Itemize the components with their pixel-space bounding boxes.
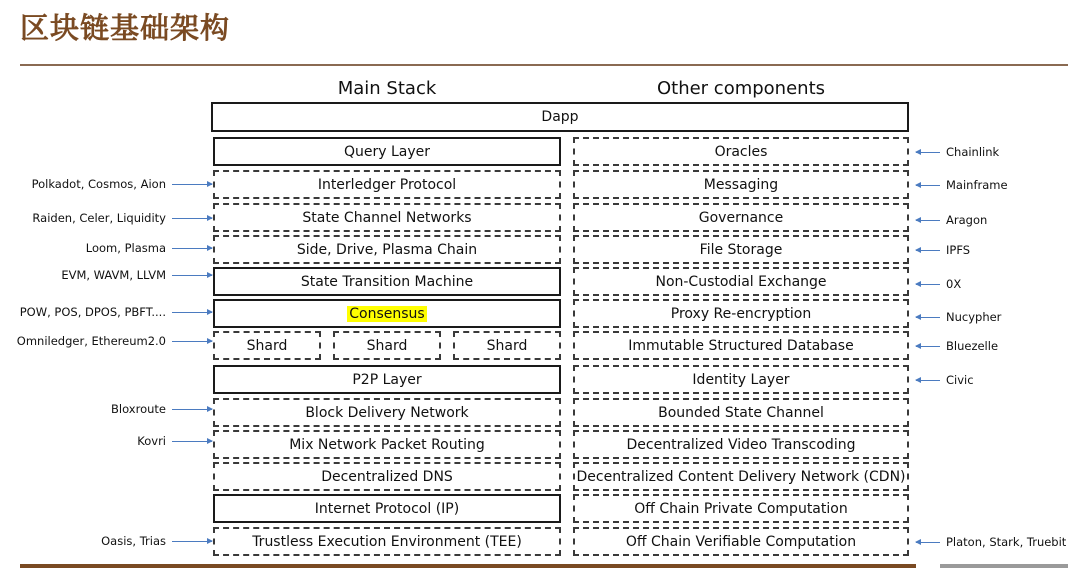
annotation-text: Polkadot, Cosmos, Aion bbox=[31, 177, 166, 191]
arrow-right-icon bbox=[172, 441, 212, 442]
main-stack-layer: Decentralized DNS bbox=[213, 462, 561, 491]
other-components-header: Other components bbox=[656, 78, 826, 99]
main-stack-layer: Interledger Protocol bbox=[213, 170, 561, 199]
annotation-text: POW, POS, DPOS, PBFT.... bbox=[19, 305, 166, 319]
annotation-text: 0X bbox=[946, 277, 962, 291]
component-box: Proxy Re-encryption bbox=[573, 299, 909, 328]
arrow-left-icon bbox=[916, 542, 940, 543]
project-annotation bbox=[0, 402, 212, 416]
component-box: Immutable Structured Database bbox=[573, 331, 909, 360]
annotation-text: Bluezelle bbox=[946, 339, 999, 353]
component-box: Off Chain Private Computation bbox=[573, 494, 909, 523]
component-box: Identity Layer bbox=[573, 365, 909, 394]
project-annotation bbox=[0, 305, 212, 319]
component-box: Messaging bbox=[573, 170, 909, 199]
project-annotation bbox=[0, 241, 212, 255]
annotation-text: Omniledger, Ethereum2.0 bbox=[16, 334, 166, 348]
annotation-text: Nucypher bbox=[946, 310, 1002, 324]
main-stack-layer: Side, Drive, Plasma Chain bbox=[213, 235, 561, 264]
bottom-divider bbox=[20, 564, 916, 568]
annotation-text: Kovri bbox=[137, 434, 166, 448]
component-box: Decentralized Content Delivery Network (CDN) bbox=[573, 462, 909, 491]
project-annotation bbox=[916, 213, 987, 227]
arrow-right-icon bbox=[172, 341, 212, 342]
project-annotation bbox=[916, 339, 998, 353]
page-title: 区块链基础架构 bbox=[20, 11, 231, 45]
annotation-text: EVM, WAVM, LLVM bbox=[61, 268, 166, 282]
arrow-right-icon bbox=[172, 275, 212, 276]
annotation-text: Aragon bbox=[946, 213, 988, 227]
main-stack-layer: Mix Network Packet Routing bbox=[213, 430, 561, 459]
project-annotation bbox=[0, 334, 212, 348]
main-stack-layer: Block Delivery Network bbox=[213, 398, 561, 427]
arrow-left-icon bbox=[916, 152, 940, 153]
project-annotation bbox=[916, 277, 961, 291]
title-divider bbox=[20, 64, 1068, 66]
annotation-text: Oasis, Trias bbox=[101, 534, 166, 548]
arrow-left-icon bbox=[916, 250, 940, 251]
shard-box: Shard bbox=[213, 331, 321, 360]
shard-box: Shard bbox=[333, 331, 441, 360]
arrow-left-icon bbox=[916, 380, 940, 381]
main-stack-layer: Internet Protocol (IP) bbox=[213, 494, 561, 523]
annotation-text: Bloxroute bbox=[111, 402, 166, 416]
shard-box: Shard bbox=[453, 331, 561, 360]
component-box: File Storage bbox=[573, 235, 909, 264]
component-box: Governance bbox=[573, 203, 909, 232]
arrow-left-icon bbox=[916, 185, 940, 186]
component-box: Oracles bbox=[573, 137, 909, 166]
project-annotation bbox=[0, 434, 212, 448]
component-box: Decentralized Video Transcoding bbox=[573, 430, 909, 459]
project-annotation bbox=[916, 373, 974, 387]
project-annotation bbox=[916, 178, 1008, 192]
main-stack-layer: State Channel Networks bbox=[213, 203, 561, 232]
main-stack-layer: State Transition Machine bbox=[213, 267, 561, 296]
component-box: Off Chain Verifiable Computation bbox=[573, 527, 909, 556]
project-annotation bbox=[0, 211, 212, 225]
annotation-text: IPFS bbox=[946, 243, 971, 257]
consensus-highlight: Consensus bbox=[349, 305, 425, 322]
project-annotation bbox=[0, 177, 212, 191]
main-stack-layer bbox=[213, 299, 561, 328]
annotation-text: Chainlink bbox=[946, 145, 1000, 159]
arrow-right-icon bbox=[172, 409, 212, 410]
project-annotation bbox=[916, 243, 970, 257]
annotation-text: Loom, Plasma bbox=[85, 241, 166, 255]
arrow-left-icon bbox=[916, 220, 940, 221]
bottom-divider-gray bbox=[940, 564, 1068, 568]
main-stack-layer: Query Layer bbox=[213, 137, 561, 166]
component-box: Non-Custodial Exchange bbox=[573, 267, 909, 296]
annotation-text: Raiden, Celer, Liquidity bbox=[32, 211, 166, 225]
component-box: Bounded State Channel bbox=[573, 398, 909, 427]
project-annotation bbox=[916, 310, 1001, 324]
arrow-right-icon bbox=[172, 218, 212, 219]
main-stack-layer: Trustless Execution Environment (TEE) bbox=[213, 527, 561, 556]
project-annotation bbox=[0, 268, 212, 282]
arrow-right-icon bbox=[172, 248, 212, 249]
arrow-right-icon bbox=[172, 312, 212, 313]
dapp-box: Dapp bbox=[211, 102, 909, 132]
project-annotation bbox=[916, 535, 1066, 549]
arrow-left-icon bbox=[916, 317, 940, 318]
annotation-text: Mainframe bbox=[946, 178, 1008, 192]
main-stack-layer: P2P Layer bbox=[213, 365, 561, 394]
project-annotation bbox=[916, 145, 999, 159]
annotation-text: Platon, Stark, Truebit bbox=[946, 535, 1067, 549]
annotation-text: Civic bbox=[946, 373, 974, 387]
arrow-left-icon bbox=[916, 284, 940, 285]
arrow-left-icon bbox=[916, 346, 940, 347]
main-stack-header: Main Stack bbox=[337, 78, 437, 99]
arrow-right-icon bbox=[172, 184, 212, 185]
project-annotation bbox=[0, 534, 212, 548]
arrow-right-icon bbox=[172, 541, 212, 542]
